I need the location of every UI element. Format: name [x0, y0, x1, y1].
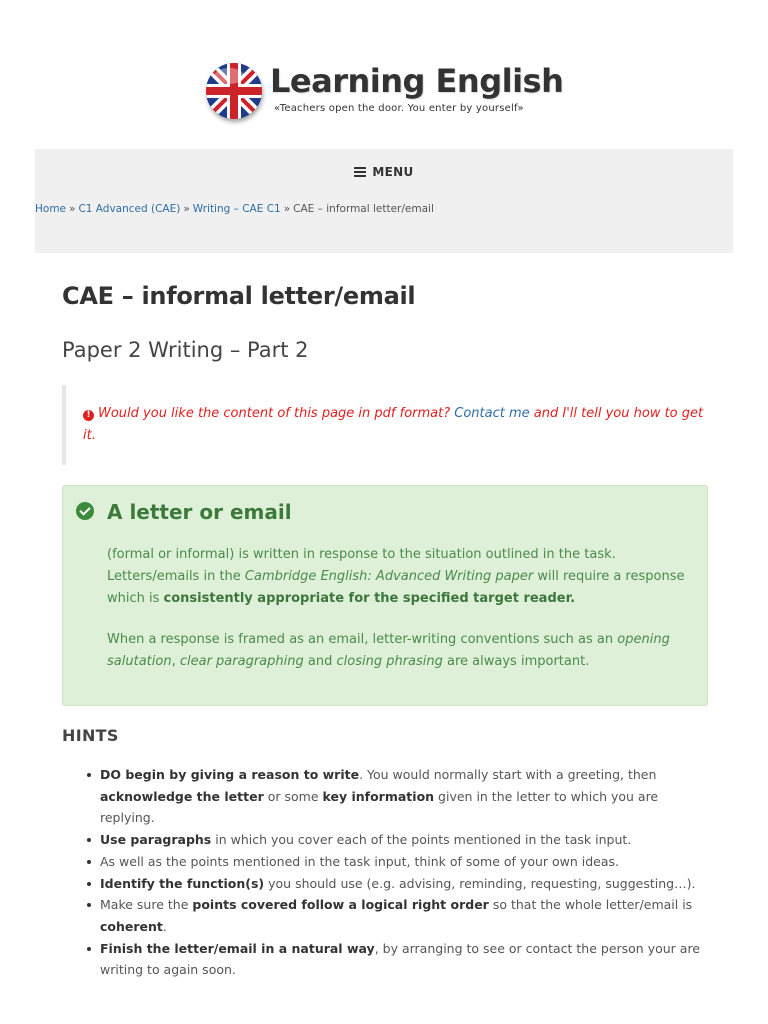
breadcrumb-separator: » — [183, 203, 190, 215]
contact-me-link[interactable]: Contact me — [454, 406, 530, 421]
breadcrumb-writing-link[interactable]: Writing – CAE C1 — [192, 203, 281, 215]
info-circle-icon: ! — [83, 410, 94, 421]
page-title: CAE – informal letter/email — [62, 282, 416, 310]
breadcrumb-separator: » — [69, 203, 76, 215]
notice-text: Would you like the content of this page in pdf format? — [98, 406, 451, 421]
site-title[interactable]: Learning English — [270, 62, 564, 100]
hints-list — [100, 764, 710, 981]
box-heading: A letter or email — [107, 500, 292, 524]
list-item: Identify the function(s) you should use (e.g. advising, reminding, requesting, suggesting…). — [100, 873, 710, 895]
main-content — [62, 280, 708, 364]
nav-panel — [35, 149, 733, 253]
site-logo[interactable] — [206, 63, 563, 119]
pdf-notice — [62, 385, 708, 465]
menu-toggle-button[interactable] — [35, 165, 733, 179]
box-paragraph-1: (formal or informal) is written in response to the situation outlined in the task. Letters/emails in the Cambridge English: Advanced Writing paper will require a response which is consistently appropriate for the specified target reader. — [107, 547, 685, 606]
breadcrumb-home-link[interactable]: Home — [35, 203, 67, 215]
check-circle-icon — [76, 502, 94, 520]
breadcrumb — [35, 203, 434, 215]
list-item: DO begin by giving a reason to write. You would normally start with a greeting, then acknowledge the letter or some key information given in the letter to which you are replying. — [100, 764, 710, 829]
letter-email-info-box — [62, 485, 708, 706]
site-tagline: «Teachers open the door. You enter by yourself» — [274, 103, 524, 114]
menu-label: MENU — [372, 165, 414, 179]
list-item: Finish the letter/email in a natural way, by arranging to see or contact the person your are writing to again soon. — [100, 938, 710, 981]
list-item: Use paragraphs in which you cover each of the points mentioned in the task input. — [100, 829, 710, 851]
hamburger-icon — [354, 167, 366, 177]
hints-heading: HINTS — [62, 726, 119, 745]
breadcrumb-separator: » — [283, 203, 291, 215]
list-item: Make sure the points covered follow a logical right order so that the whole letter/email is coherent. — [100, 894, 710, 937]
notice-text-end: and I'll tell you how to get it. — [83, 406, 704, 443]
site-header — [0, 55, 768, 135]
page-subtitle: Paper 2 Writing – Part 2 — [62, 338, 309, 362]
box-body — [107, 544, 697, 673]
list-item: As well as the points mentioned in the task input, think of some of your own ideas. — [100, 851, 710, 873]
union-jack-globe-icon — [206, 63, 262, 119]
breadcrumb-current: CAE – informal letter/email — [293, 203, 434, 215]
breadcrumb-cae-link[interactable]: C1 Advanced (CAE) — [78, 203, 181, 215]
box-paragraph-2: When a response is framed as an email, letter-writing conventions such as an opening salutation, clear paragraphing and closing phrasing are always important. — [107, 632, 670, 669]
